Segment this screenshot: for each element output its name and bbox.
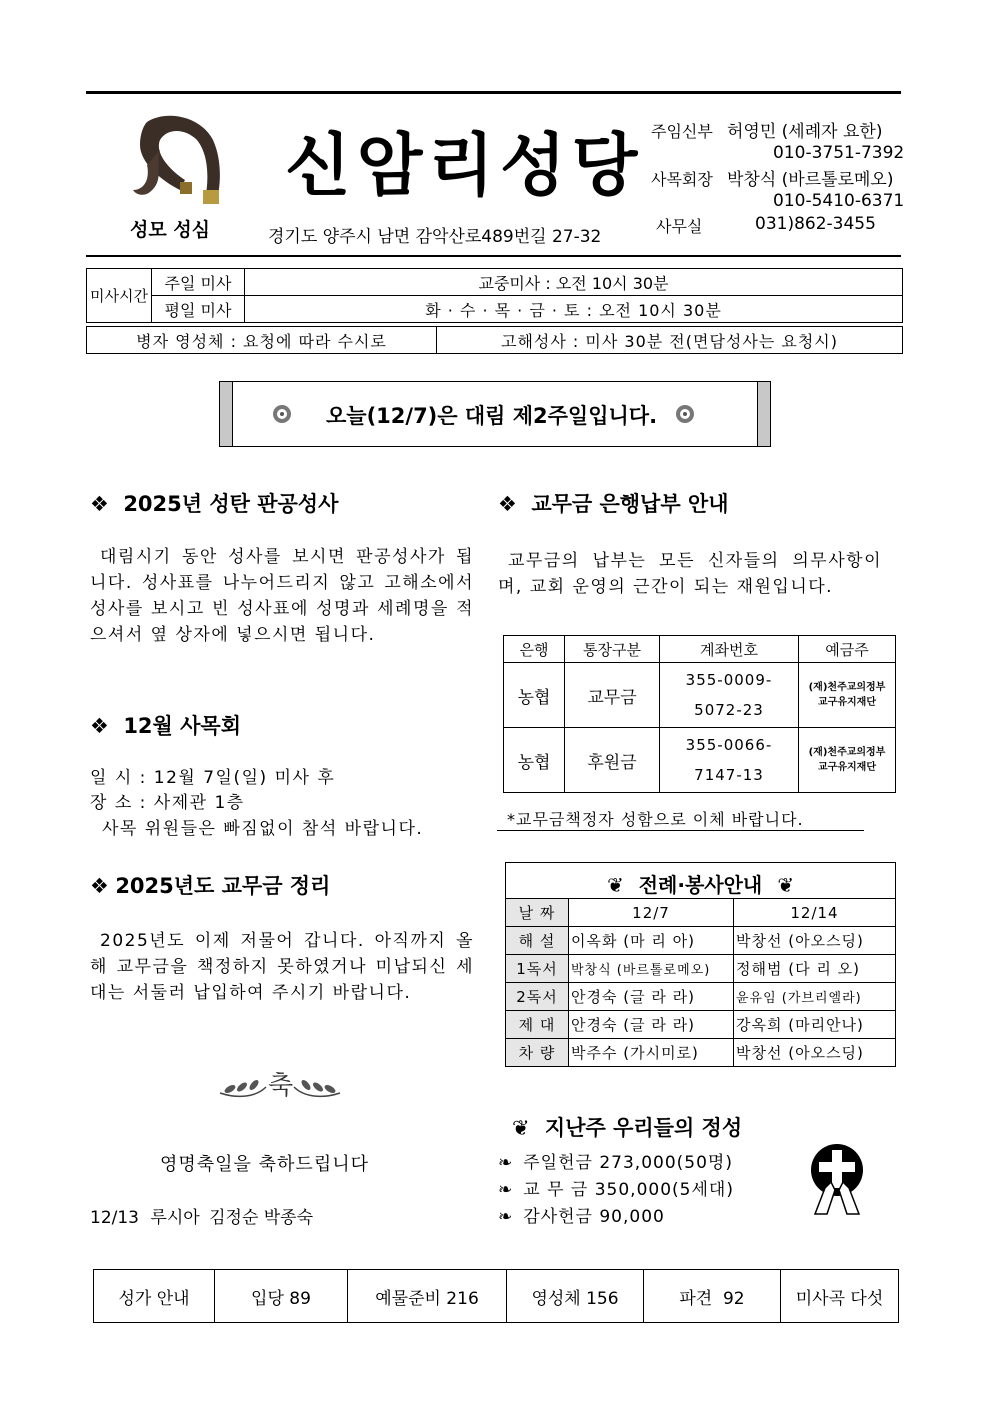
diamond-bullet-icon: ❖ (90, 874, 109, 898)
bank-header: 예금주 (799, 636, 896, 663)
table-row (504, 663, 896, 728)
sunday-mass-value: 교중미사 : 오전 10시 30분 (245, 269, 903, 296)
office-label: 사무실 (656, 217, 703, 236)
diamond-bullet-icon: ❖ (498, 492, 517, 516)
hymn-label: 성가 안내 (94, 1270, 215, 1323)
pastor-name: 허영민 (세례자 요한) (727, 122, 883, 142)
page-title: 신암리성당 (285, 127, 644, 206)
service-person: 윤유임 (가브리엘라) (734, 983, 896, 1011)
hymn-recessional: 파견 92 (644, 1270, 781, 1323)
service-table (505, 898, 896, 1067)
bank-account: 355-0009- 5072-23 (660, 663, 799, 728)
table-row (506, 1011, 896, 1039)
bank-header: 통장구분 (565, 636, 660, 663)
council-line-2: 장 소 : 사제관 1층 (90, 793, 245, 813)
section-title-council: ❖ 12월 사목회 (90, 714, 241, 738)
section-title-confession: ❖ 2025년 성탄 판공성사 (90, 492, 339, 516)
bank-holder: (재)천주교의정부 교구유지재단 (799, 663, 896, 728)
service-role: 2독서 (506, 983, 569, 1011)
flower-icon (272, 404, 292, 424)
flower-icon (675, 404, 695, 424)
praying-cross-icon (805, 1142, 869, 1216)
bank-note: *교무금책정자 성함으로 이체 바랍니다. (507, 810, 804, 829)
weekday-mass-value: 화 · 수 · 목 · 금 · 토 : 오전 10시 30분 (245, 296, 903, 323)
hymn-entrance: 입당 89 (215, 1270, 348, 1323)
service-person: 박창선 (아오스딩) (734, 1039, 896, 1067)
header-rule (86, 255, 901, 257)
service-person: 박창선 (아오스딩) (734, 927, 896, 955)
offering-list (498, 1150, 734, 1231)
council-name: 박창식 (바르톨로메오) (727, 170, 894, 190)
section-title-bank: ❖ 교무금 은행납부 안내 (498, 492, 729, 516)
service-person: 박창식 (바르톨로메오) (569, 955, 734, 983)
bank-type: 교무금 (565, 663, 660, 728)
praying-cross-image (805, 1142, 869, 1216)
council-label: 사목회장 (651, 170, 713, 189)
sick-communion: 병자 영성체 : 요청에 따라 수시로 (87, 327, 437, 354)
sunday-mass-label: 주일 미사 (152, 269, 245, 296)
table-row (504, 728, 896, 793)
service-date-label: 날 짜 (506, 899, 569, 927)
table-row (506, 955, 896, 983)
hymn-offertory: 예물준비 216 (348, 1270, 507, 1323)
pastor-label: 주임신부 (651, 122, 713, 141)
celebrate-names: 김정순 박종숙 (209, 1208, 314, 1228)
celebrate-line (90, 1203, 313, 1228)
service-date: 12/14 (734, 899, 896, 927)
list-item: ❧ 감사헌금 90,000 (498, 1207, 665, 1227)
hymn-mass-setting: 미사곡 다섯 (781, 1270, 899, 1323)
service-person: 안경숙 (글 라 라) (569, 1011, 734, 1039)
confession-info: 고해성사 : 미사 30분 전(면담성사는 요청시) (437, 327, 903, 354)
celebrate-char: 축 (268, 1071, 294, 1101)
bank-name: 농협 (504, 728, 565, 793)
bullet-leaf-icon: ❧ (498, 1207, 514, 1227)
bank-note-underline (497, 830, 864, 831)
table-row (506, 1039, 896, 1067)
pastor-phone: 010-3751-7392 (773, 143, 905, 163)
bullet-leaf-icon: ❧ (498, 1180, 514, 1200)
celebrate-text: 영명축일을 축하드립니다 (160, 1154, 369, 1175)
sacred-heart-icon (125, 110, 230, 210)
bank-intro: 교무금의 납부는 모든 신자들의 의무사항이며, 교회 운영의 근간이 되는 재원입니다. (498, 551, 882, 597)
service-person: 이옥화 (마 리 아) (569, 927, 734, 955)
banner-right-bar (757, 382, 770, 446)
celebrate-date: 12/13 (90, 1208, 139, 1228)
bank-type: 후원금 (565, 728, 660, 793)
table-row (506, 927, 896, 955)
service-role: 1독서 (506, 955, 569, 983)
celebrate-saint: 루시아 (150, 1208, 200, 1228)
laurel-ornament (218, 1063, 342, 1109)
service-role: 해 설 (506, 927, 569, 955)
hymn-table (93, 1269, 899, 1323)
banner-left-bar (220, 382, 233, 446)
service-role: 차 량 (506, 1039, 569, 1067)
section-title-dues: ❖ 2025년도 교무금 정리 (90, 874, 331, 898)
diamond-bullet-icon: ❖ (90, 492, 109, 516)
bank-header: 계좌번호 (660, 636, 799, 663)
table-row (506, 983, 896, 1011)
mass-label: 미사시간 (87, 269, 152, 323)
office-phone: 031)862-3455 (755, 214, 876, 234)
bank-name: 농협 (504, 663, 565, 728)
hymn-communion: 영성체 156 (507, 1270, 644, 1323)
heart-leaf-icon: ❦ (777, 873, 794, 897)
top-rule (86, 91, 901, 94)
mass-schedule-table (86, 268, 903, 323)
dues-text: 2025년도 이제 저물어 갑니다. 아직까지 올해 교무금을 책정하지 못하였거나 미납되신 세대는 서둘러 납입하여 주시기 바랍니다. (90, 931, 474, 1003)
bank-header: 은행 (504, 636, 565, 663)
bank-account: 355-0066- 7147-13 (660, 728, 799, 793)
service-person: 정해범 (다 리 오) (734, 955, 896, 983)
service-person: 강옥희 (마리안나) (734, 1011, 896, 1039)
list-item: ❧ 교 무 금 350,000(5세대) (498, 1180, 734, 1200)
banner-box (219, 381, 771, 447)
service-person: 박주수 (가시미로) (569, 1039, 734, 1067)
sacred-heart-logo (125, 110, 230, 210)
council-phone: 010-5410-6371 (773, 191, 905, 211)
logo-caption: 성모 성심 (130, 219, 211, 241)
service-date: 12/7 (569, 899, 734, 927)
service-role: 제 대 (506, 1011, 569, 1039)
diamond-bullet-icon: ❖ (90, 714, 109, 738)
bank-holder: (재)천주교의정부 교구유지재단 (799, 728, 896, 793)
council-line-1: 일 시 : 12월 7일(일) 미사 후 (90, 768, 336, 788)
bank-table (503, 635, 896, 793)
service-title: ❦ 전례·봉사안내 ❦ (607, 873, 794, 897)
sacrament-table (86, 326, 903, 354)
banner-text: 오늘(12/7)은 대림 제2주일입니다. (326, 404, 658, 428)
service-box (505, 862, 896, 899)
council-line-3: 사목 위원들은 빠짐없이 참석 바랍니다. (102, 819, 424, 839)
confession-text: 대림시기 동안 성사를 보시면 판공성사가 됩니다. 성사표를 나누어드리지 않고 고해소에서 성사를 보시고 빈 성사표에 성명과 세례명을 적으셔서 옆 상자에 넣으시면 됩니다. (90, 547, 474, 645)
bullet-leaf-icon: ❧ (498, 1153, 514, 1173)
address: 경기도 양주시 남면 감악산로489번길 27-32 (268, 227, 602, 247)
list-item: ❧ 주일헌금 273,000(50명) (498, 1153, 733, 1173)
service-person: 안경숙 (글 라 라) (569, 983, 734, 1011)
heart-leaf-icon: ❦ (512, 1116, 530, 1140)
section-title-offering: ❦ 지난주 우리들의 정성 (512, 1116, 743, 1140)
heart-leaf-icon: ❦ (607, 873, 624, 897)
weekday-mass-label: 평일 미사 (152, 296, 245, 323)
